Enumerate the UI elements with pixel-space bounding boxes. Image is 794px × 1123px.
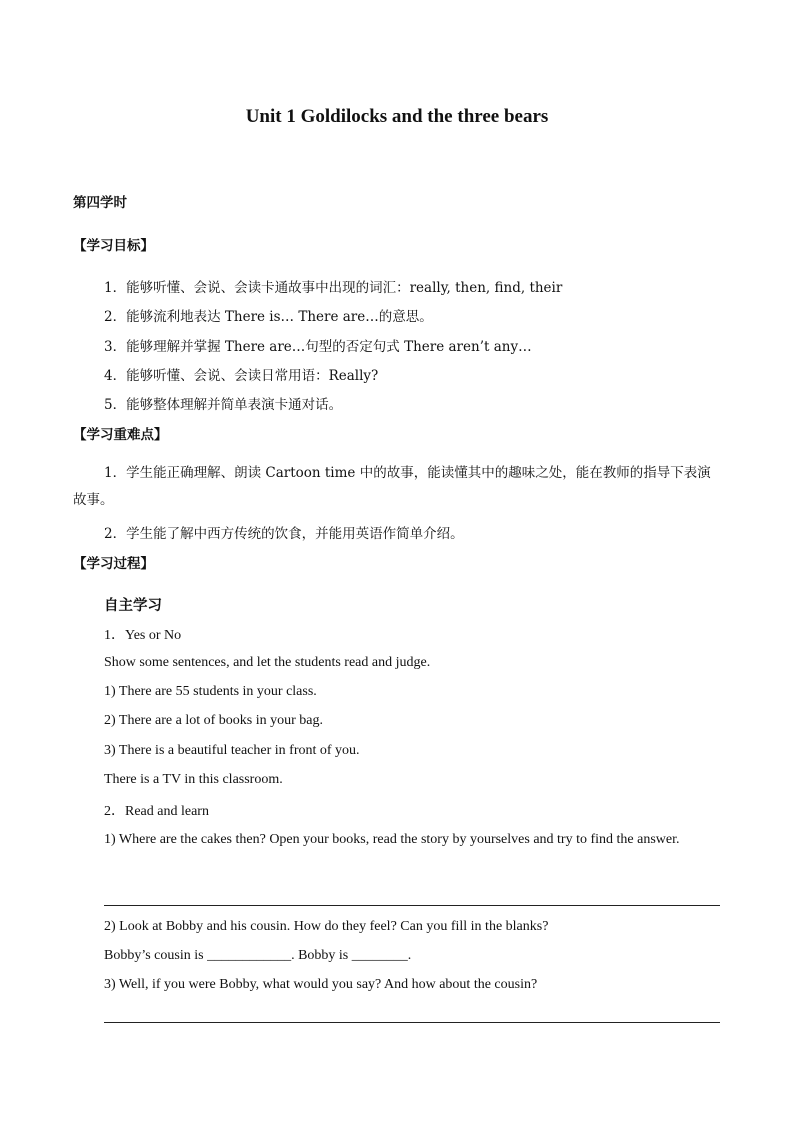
part2-title: 2．Read and learn: [104, 804, 209, 819]
key-point-item: 1．学生能正确理解、朗读 Cartoon time 中的故事，能读懂其中的趣味之处，能在教师的指导下表演故事。: [73, 465, 711, 508]
part1-line: 2) There are a lot of books in your bag.: [104, 713, 324, 728]
answer-line: [104, 905, 720, 906]
objective-item: 5．能够整体理解并简单表演卡通对话。: [104, 397, 343, 413]
objective-item: 3．能够理解并掌握 There are…句型的否定句式 There aren’t any…: [104, 339, 532, 355]
process-heading: 【学习过程】: [73, 556, 154, 572]
self-study-subheading: 自主学习: [104, 597, 162, 614]
objective-item: 1．能够听懂、会说、会读卡通故事中出现的词汇：really, then, find, their: [104, 280, 563, 296]
part1-line: There is a TV in this classroom.: [104, 772, 283, 787]
question-3: 3) Well, if you were Bobby, what would you say? And how about the cousin?: [104, 977, 538, 992]
part1-line: 1) There are 55 students in your class.: [104, 684, 317, 699]
part1-title: 1．Yes or No: [104, 628, 182, 643]
objectives-heading: 【学习目标】: [73, 238, 154, 254]
question-1: 1) Where are the cakes then? Open your books, read the story by yourselves and try to find the answer.: [104, 832, 680, 847]
question-2-blanks: Bobby’s cousin is ____________. Bobby is ________.: [104, 948, 412, 963]
lesson-heading: 第四学时: [73, 195, 127, 211]
objective-item: 2．能够流利地表达 There is… There are…的意思。: [104, 309, 433, 325]
key-point-item: 2．学生能了解中西方传统的饮食，并能用英语作简单介绍。: [104, 526, 464, 542]
question-2: 2) Look at Bobby and his cousin. How do they feel? Can you fill in the blanks?: [104, 919, 549, 934]
document-title: Unit 1 Goldilocks and the three bears: [245, 106, 549, 127]
key-points-heading: 【学习重难点】: [73, 427, 168, 443]
objective-item: 4．能够听懂、会说、会读日常用语：Really?: [104, 368, 379, 384]
answer-line: [104, 1022, 720, 1023]
part1-line: 3) There is a beautiful teacher in front of you.: [104, 743, 360, 758]
part1-line: Show some sentences, and let the students read and judge.: [104, 655, 431, 670]
